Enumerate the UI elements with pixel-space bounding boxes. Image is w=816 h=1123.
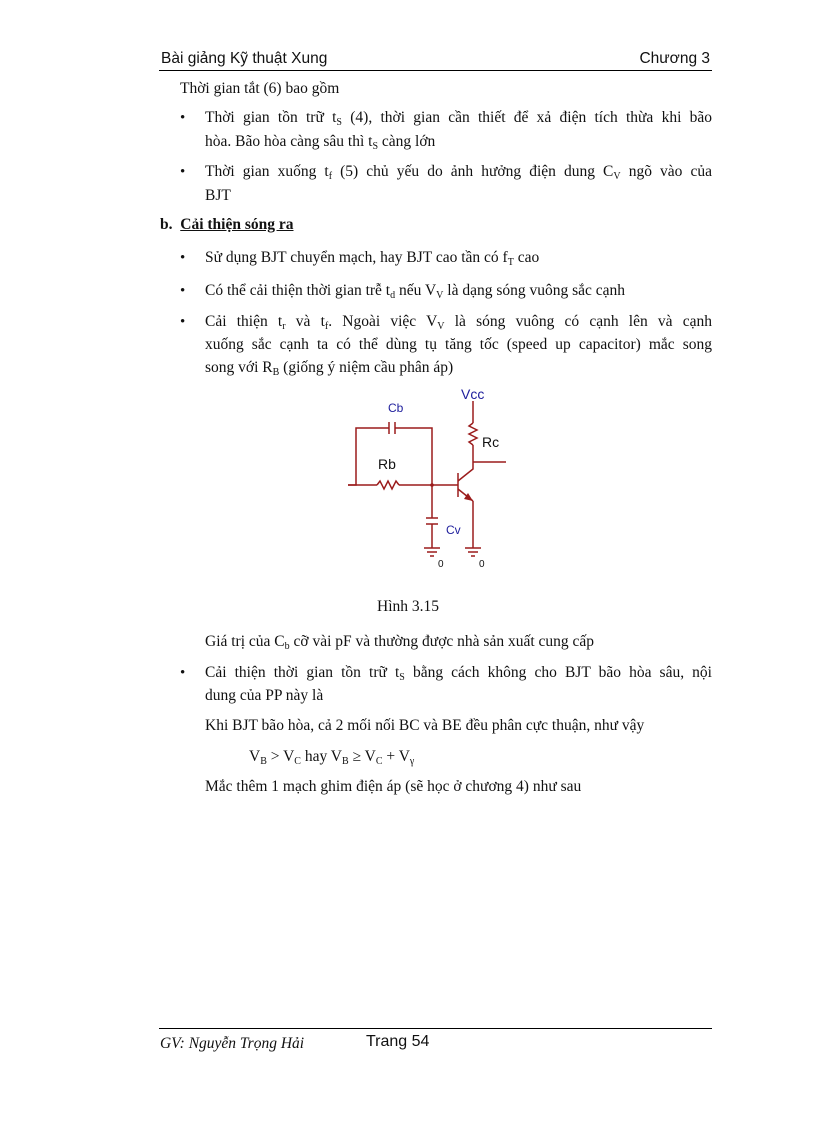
clamp-bullet-line-2: dung của PP này là xyxy=(205,687,324,704)
bullet-icon: • xyxy=(180,314,186,330)
gnd1-label: 0 xyxy=(438,559,444,570)
rb-resistor xyxy=(377,481,399,489)
delay-bullet: Có thể cải thiện thời gian trễ $t_d$ nếu $V_V$ là dạng sóng vuông sắc cạnh xyxy=(205,282,626,301)
storage-line-2: hòa. Bão hòa càng sâu thì $t_S$ càng lớn xyxy=(205,133,436,152)
cv-label: Cv xyxy=(446,523,461,537)
speedup-line-3: song với $R_B$ (giống ý niệm cầu phân áp) xyxy=(205,359,454,378)
cb-label: Cb xyxy=(388,401,404,415)
page-header xyxy=(159,48,712,71)
bullet-icon: • xyxy=(180,665,186,681)
bullet-icon: • xyxy=(180,110,186,126)
bullet-icon: • xyxy=(180,164,186,180)
clamp-bullet-line-1: Cải thiện thời gian tồn trữ $t_S$ bằng cách không cho BJT bão hòa sâu, nội xyxy=(205,664,712,683)
footer-rule xyxy=(159,1028,712,1029)
footer-page: Trang 54 xyxy=(366,1033,430,1050)
speedup-line-1: Cải thiện $t_r$ và $t_f$. Ngoài việc $V_V$ là sóng vuông có cạnh lên và cạnh xyxy=(205,313,713,332)
speedup-circuit-diagram xyxy=(340,385,530,575)
cb-branch-wire-right xyxy=(395,428,432,485)
footer-author: GV: Nguyễn Trọng Hải xyxy=(160,1035,305,1052)
speedup-line-2: xuống sắc cạnh ta có thể dùng tụ tăng tốc (speed up capacitor) mắc song xyxy=(205,336,712,353)
clamp-text: Mắc thêm 1 mạch ghim điện áp (sẽ học ở chương 4) như sau xyxy=(205,778,582,795)
ground-1-icon xyxy=(424,548,440,556)
bjt-bullet: Sử dụng BJT chuyển mạch, hay BJT cao tần có $f_T$ cao xyxy=(205,249,540,268)
saturation-text: Khi BJT bão hòa, cả 2 mối nối BC và BE đều phân cực thuận, như vậy xyxy=(205,717,645,734)
rc-label: Rc xyxy=(482,434,500,450)
fall-line-1: Thời gian xuống $t_f$ (5) chủ yếu do ảnh hưởng điện dung $C_V$ ngõ vào của xyxy=(205,163,713,182)
rb-label: Rb xyxy=(378,456,396,472)
intro-text: Thời gian tắt (6) bao gồm xyxy=(180,80,340,97)
bjt-collector-leg xyxy=(458,462,473,481)
section-heading: b. Cải thiện sóng ra xyxy=(160,216,294,233)
cb-value-note: Giá trị của $C_b$ cỡ vài pF và thường được nhà sản xuất cung cấp xyxy=(205,633,595,652)
rc-resistor xyxy=(469,423,477,445)
header-title: Bài giảng Kỹ thuật Xung xyxy=(161,50,328,67)
fall-line-2: BJT xyxy=(205,187,231,204)
bullet-icon: • xyxy=(180,250,186,266)
junction-dot xyxy=(430,483,434,487)
ground-2-icon xyxy=(465,548,481,556)
gnd2-label: 0 xyxy=(479,559,485,570)
saturation-formula: $V_B > V_C$ hay $V_B \ge V_C + V_\gamma$ xyxy=(249,748,415,767)
bullet-icon: • xyxy=(180,283,186,299)
figure-caption: Hình 3.15 xyxy=(377,598,439,615)
header-chapter: Chương 3 xyxy=(639,50,710,67)
storage-line-1: Thời gian tồn trữ $t_S$ (4), thời gian cần thiết để xả điện tích thừa khi bão xyxy=(205,109,713,128)
vcc-label: Vcc xyxy=(461,386,485,402)
